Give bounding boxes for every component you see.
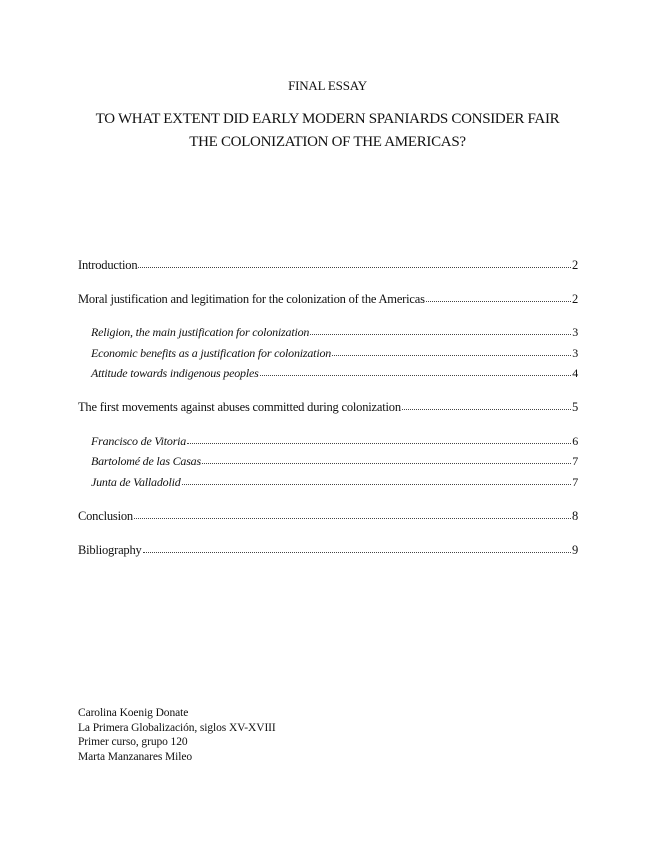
toc-entry-page: 6 (572, 434, 578, 448)
toc-entry-first-movements[interactable] (78, 400, 578, 418)
essay-title (60, 108, 595, 154)
author-name: Carolina Koenig Donate (78, 707, 189, 719)
toc-entry-label: Attitude towards indigenous peoples (91, 366, 259, 380)
toc-entry-page: 8 (571, 509, 578, 523)
toc-entry-label: The first movements against abuses committed during colonization (78, 400, 401, 414)
toc-entry-label: Moral justification and legitimation for the colonization of the Americas (78, 292, 425, 306)
toc-subentry-religion[interactable] (91, 325, 578, 343)
toc-entry-bibliography[interactable] (78, 543, 578, 561)
dot-leader (138, 257, 571, 268)
toc-entry-page: 4 (572, 366, 578, 380)
dot-leader (143, 542, 571, 553)
dot-leader (332, 345, 571, 356)
essay-title-line-1: TO WHAT EXTENT DID EARLY MODERN SPANIARDS CONSIDER FAIR (95, 111, 560, 127)
toc-entry-page: 2 (571, 292, 578, 306)
toc-entry-label: Bartolomé de las Casas (91, 454, 201, 468)
toc-entry-label: Conclusion (78, 509, 133, 523)
course-group: Primer curso, grupo 120 (78, 736, 188, 748)
dot-leader (202, 453, 571, 464)
dot-leader (402, 399, 571, 410)
dot-leader (187, 433, 571, 444)
course-name: La Primera Globalización, siglos XV-XVIII (78, 721, 276, 734)
toc-subentry-valladolid[interactable] (91, 475, 578, 493)
toc-entry-label: Economic benefits as a justification for colonization (91, 346, 332, 360)
toc-entry-label: Bibliography (78, 543, 142, 557)
toc-subentry-economic-benefits[interactable] (91, 346, 578, 364)
document-label: FINAL ESSAY (288, 78, 367, 93)
essay-title-line-2: THE COLONIZATION OF THE AMERICAS? (189, 134, 466, 150)
toc-entry-page: 3 (572, 346, 578, 360)
toc-entry-label: Junta de Valladolid (91, 475, 181, 489)
toc-entry-page: 2 (571, 258, 578, 272)
toc-subentry-vitoria[interactable] (91, 434, 578, 452)
professor-name: Marta Manzanares Mileo (78, 750, 193, 763)
toc-entry-page: 7 (572, 454, 578, 468)
dot-leader (260, 365, 572, 376)
toc-entry-page: 3 (572, 325, 578, 339)
toc-entry-label: Francisco de Vitoria (91, 434, 187, 448)
toc-entry-label: Introduction (78, 258, 138, 272)
dot-leader (426, 291, 571, 302)
toc-entry-page: 7 (572, 475, 578, 489)
dot-leader (134, 508, 571, 519)
toc-entry-page: 5 (571, 400, 578, 414)
dot-leader (310, 324, 571, 335)
toc-entry-moral-justification[interactable] (78, 292, 578, 310)
toc-entry-label: Religion, the main justification for colonization (91, 325, 310, 339)
author-info-block (78, 706, 276, 764)
toc-subentry-indigenous-peoples[interactable] (91, 366, 578, 384)
toc-entry-page: 9 (571, 543, 578, 557)
toc-entry-conclusion[interactable] (78, 509, 578, 527)
toc-subentry-las-casas[interactable] (91, 454, 578, 472)
dot-leader (182, 474, 572, 485)
toc-entry-introduction[interactable] (78, 258, 578, 276)
